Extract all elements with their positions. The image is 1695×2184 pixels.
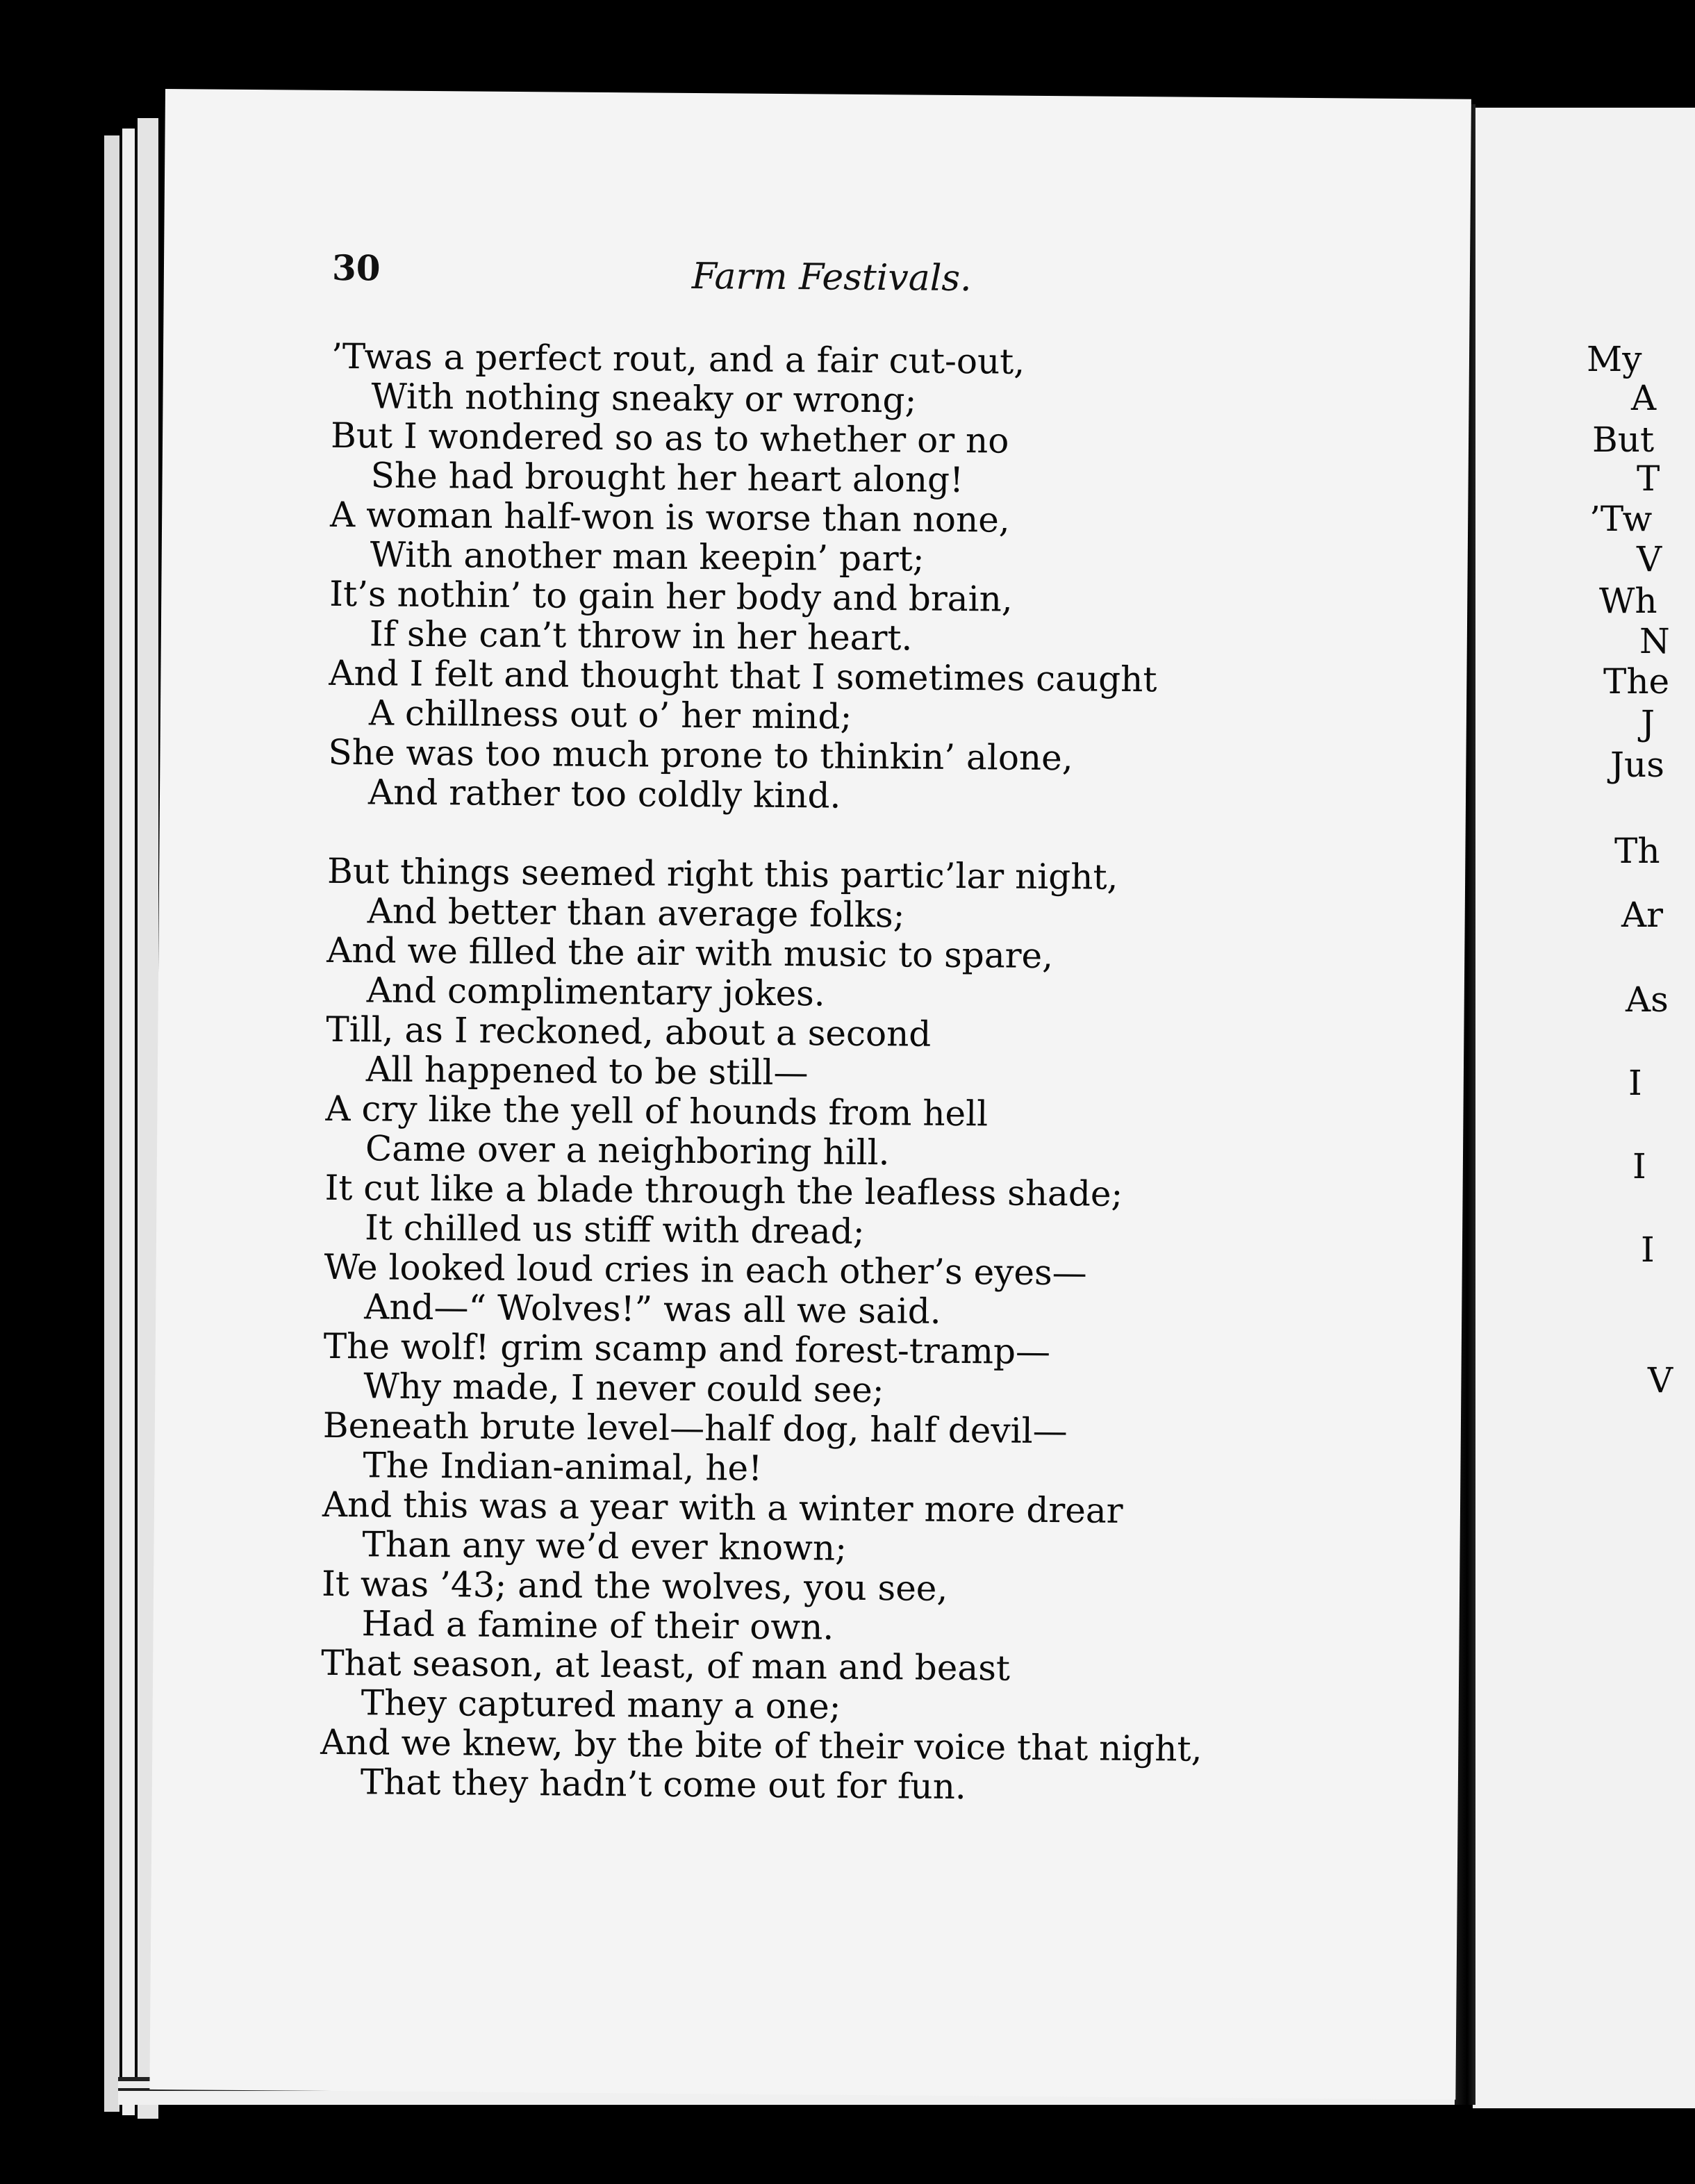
poem-line: It’s nothin’ to gain her body and brain,: [329, 573, 1013, 620]
facing-page-fragment: T: [1637, 458, 1660, 499]
facing-page-fragment: I: [1628, 1063, 1642, 1103]
poem-line: If she can’t throw in her heart.: [369, 613, 913, 659]
poem-line: And this was a year with a winter more drear: [322, 1484, 1123, 1531]
running-title: Farm Festivals.: [691, 255, 972, 300]
facing-page-fragment: Wh: [1599, 581, 1657, 621]
poem-line: With another man keepin’ part;: [370, 534, 925, 579]
poem-line: That season, at least, of man and beast: [320, 1642, 1011, 1689]
facing-page-fragment: Ar: [1621, 895, 1664, 935]
stanza-1: [160, 336, 1469, 821]
facing-page-fragment: V: [1637, 539, 1662, 579]
facing-page-fragment: V: [1648, 1360, 1673, 1400]
poem-line: Beneath brute level—half dog, half devil—: [322, 1405, 1068, 1452]
facing-page-fragment: My: [1587, 339, 1642, 379]
left-page: [149, 89, 1471, 2100]
poem-line: That they hadn’t come out for fun.: [360, 1762, 967, 1807]
poem-line: We looked loud cries in each other’s eyes—: [324, 1246, 1087, 1293]
facing-page-fragment: N: [1639, 621, 1670, 661]
poem-line: And better than average folks;: [367, 891, 905, 936]
facing-page-fragment: As: [1626, 979, 1669, 1020]
poem-line: It was ’43; and the wolves, you see,: [321, 1563, 948, 1609]
poem-line: And complimentary jokes.: [366, 970, 825, 1014]
poem-line: Than any we’d ever known;: [362, 1524, 848, 1569]
facing-page-fragment: J: [1641, 703, 1655, 743]
facing-page-fragment: But: [1592, 420, 1655, 460]
poem-line: She was too much prone to thinkin’ alone,: [328, 731, 1073, 779]
poem-line: And we filled the air with music to spare,: [326, 929, 1054, 977]
poem-line: It cut like a blade through the leafless shade;: [324, 1167, 1123, 1214]
page-edge: [104, 135, 119, 2112]
stanza-2: [152, 850, 1466, 1811]
facing-page-fragment: ’Tw: [1589, 499, 1653, 539]
poem-line: The Indian-animal, he!: [363, 1445, 763, 1489]
poem-line: With nothing sneaky or wrong;: [371, 376, 917, 421]
poem-line: They captured many a one;: [361, 1682, 841, 1727]
poem-line: A chillness out o’ her mind;: [368, 693, 852, 737]
poem-line: A cry like the yell of hounds from hell: [325, 1088, 989, 1134]
poem-line: Till, as I reckoned, about a second: [326, 1009, 932, 1054]
poem-line: She had brought her heart along!: [370, 455, 964, 501]
running-header: [164, 246, 1471, 319]
poem-line: It chilled us stiff with dread;: [364, 1207, 865, 1252]
page-number: 30: [331, 247, 381, 289]
poem-line: Why made, I never could see;: [363, 1366, 884, 1411]
poem-line: And—“ Wolves!” was all we said.: [364, 1287, 941, 1332]
poem-line: But I wondered so as to whether or no: [330, 415, 1009, 461]
poem-line: And we knew, by the bite of their voice that night,: [320, 1721, 1202, 1769]
poem-line: Had a famine of their own.: [361, 1603, 834, 1648]
poem-line: And rather too coldly kind.: [367, 772, 841, 816]
poem-line: And I felt and thought that I sometimes caught: [329, 652, 1157, 700]
facing-page-fragment: Th: [1614, 831, 1660, 871]
poem-line: Came over a neighboring hill.: [365, 1128, 890, 1173]
poem-line: ’Twas a perfect rout, and a fair cut-out,: [331, 336, 1025, 382]
poem-line: All happened to be still—: [365, 1049, 809, 1093]
facing-page-fragment: I: [1632, 1146, 1646, 1186]
poem-line: The wolf! grim scamp and forest-tramp—: [323, 1325, 1051, 1373]
facing-page: [1473, 108, 1695, 2108]
facing-page-fragment: A: [1631, 378, 1657, 418]
poem-line: A woman half-won is worse than none,: [329, 494, 1010, 540]
facing-page-fragment: Jus: [1610, 745, 1664, 785]
page-edge: [122, 129, 135, 2115]
facing-page-fragment: The: [1603, 661, 1670, 702]
poem: [152, 336, 1470, 1811]
poem-line: But things seemed right this partic’lar night,: [326, 850, 1118, 897]
facing-page-fragment: I: [1641, 1230, 1655, 1270]
